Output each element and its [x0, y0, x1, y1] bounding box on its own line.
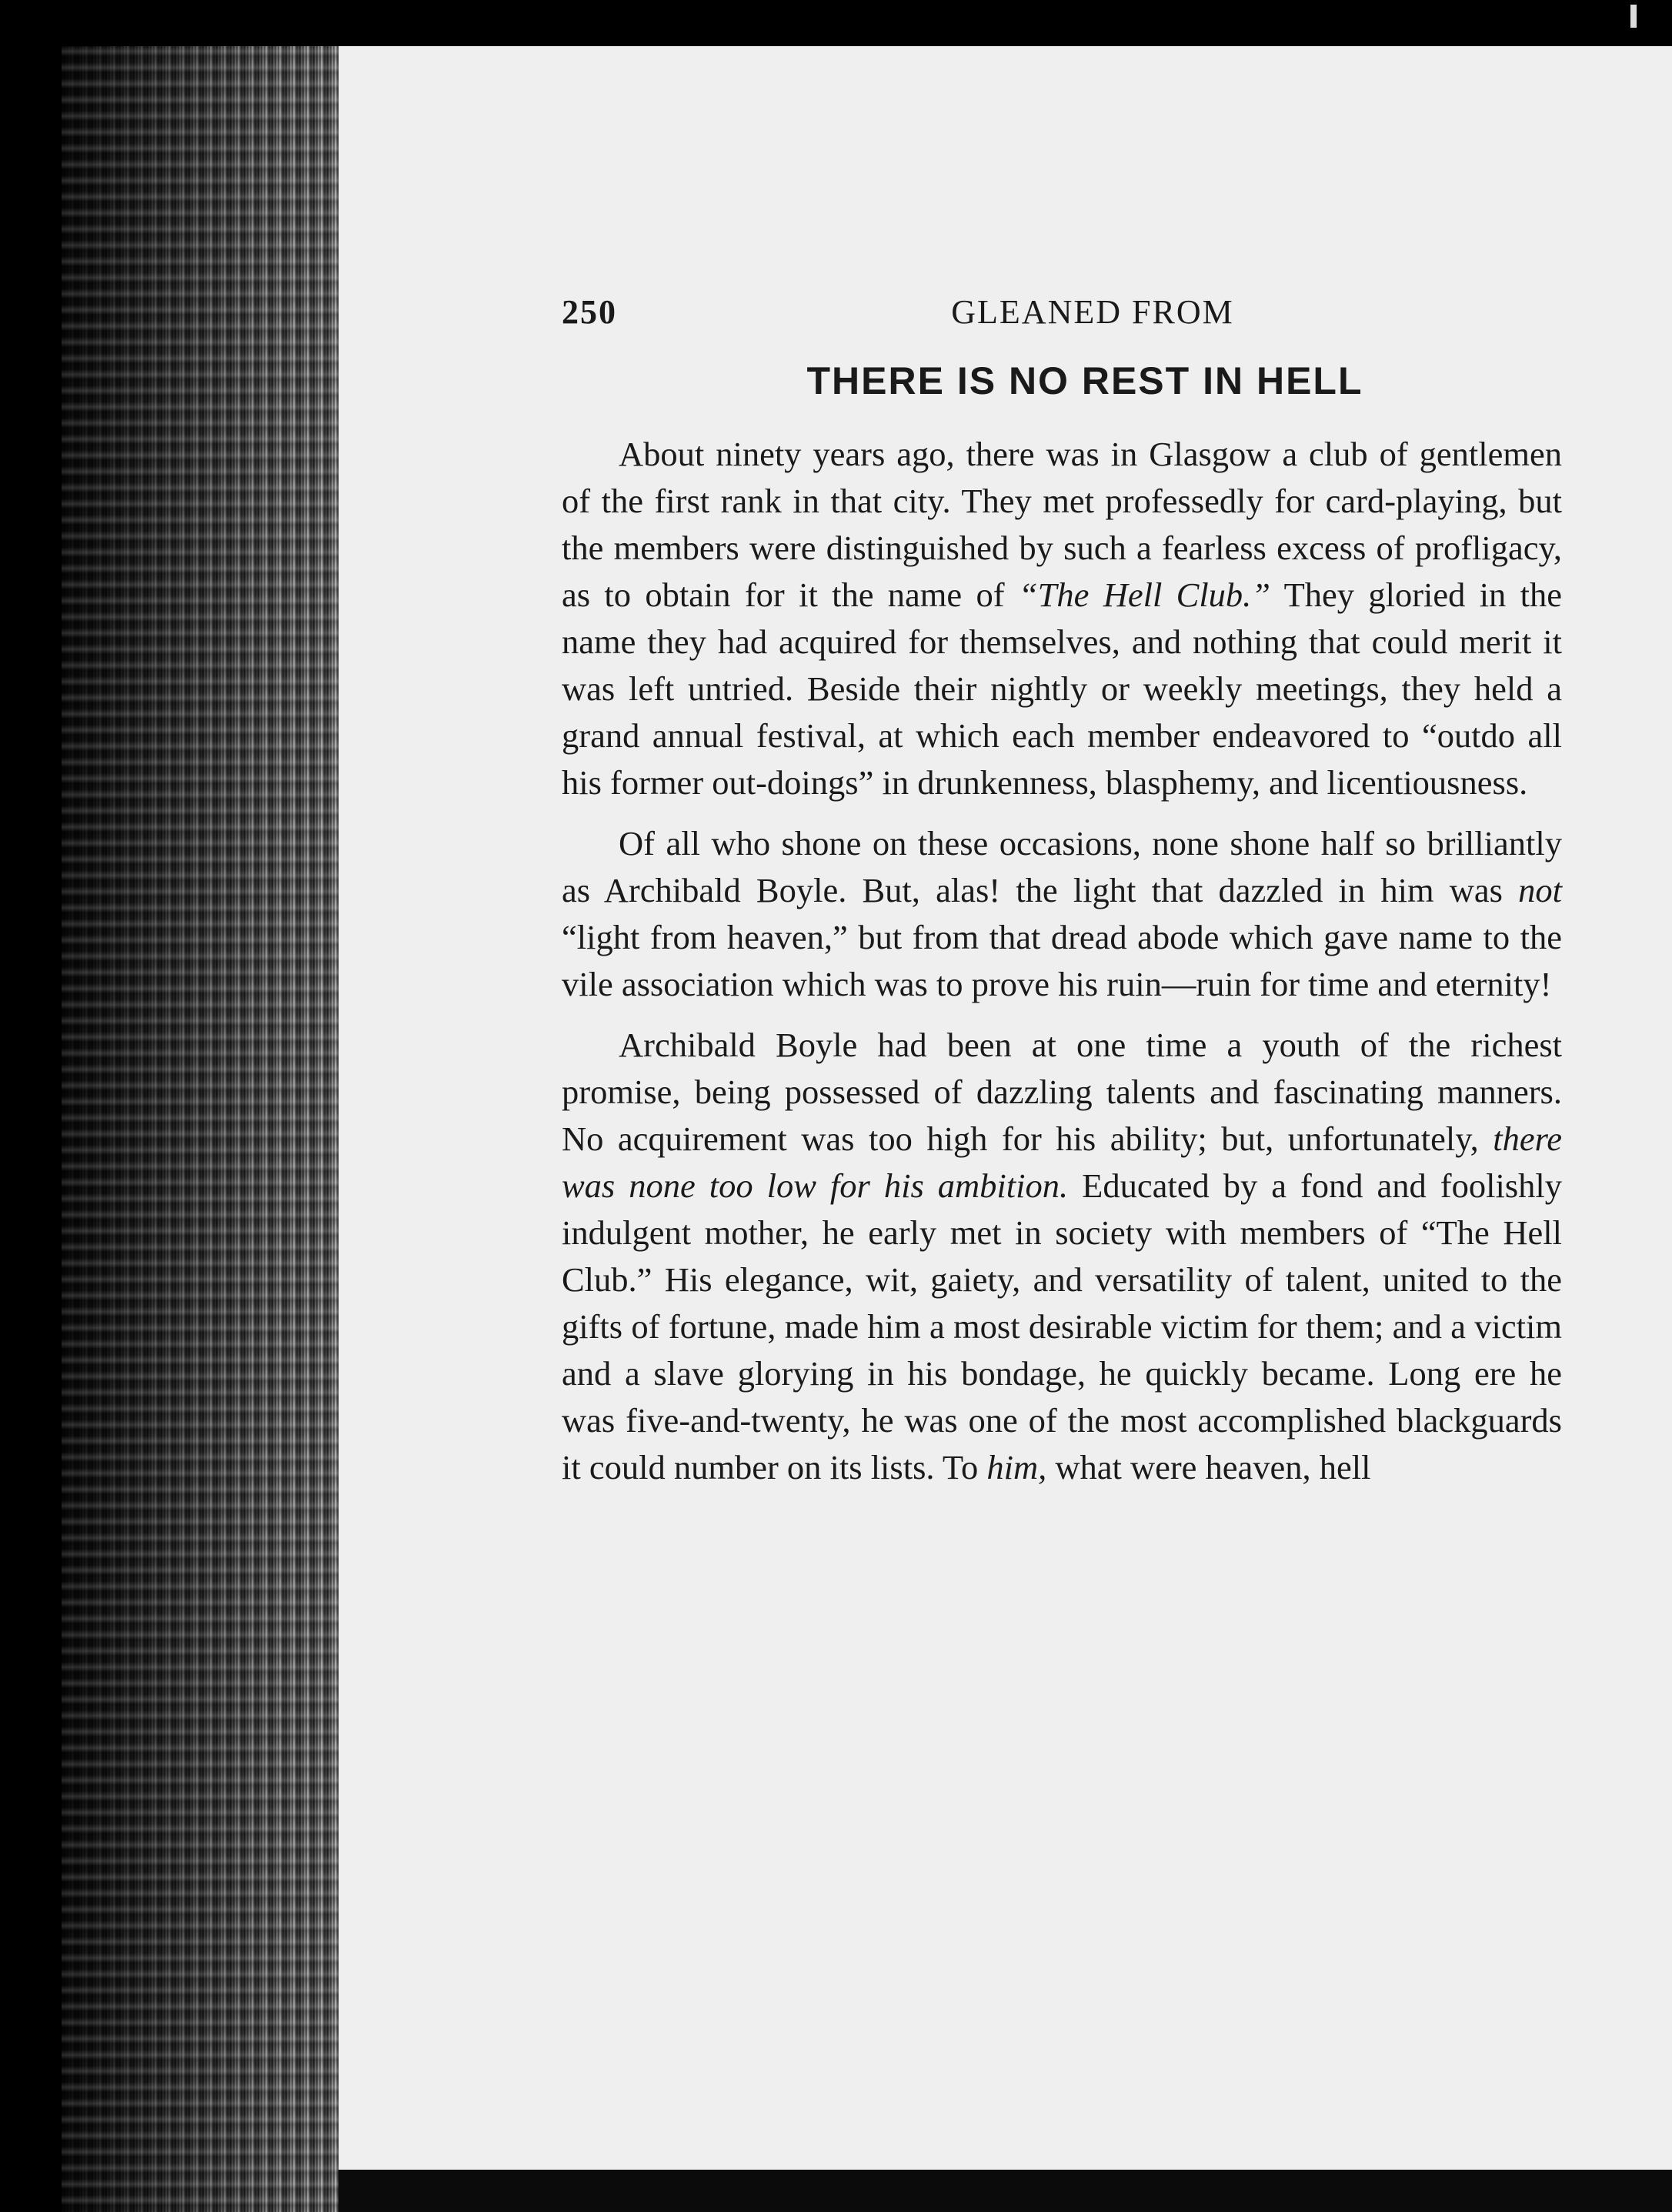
- paragraph-3-text-b: Educated by a fond and foolishly indulgent mother, he early met in society with members of “The Hell Club.” His elegance, wit, gaiety, and versatility of talent, united to the gifts of fortune, made him a most desirable victim for them; and a victim and a slave glorying in his bondage, he quickly became. Long ere he was five-and-twenty, he was one of the most accomplished blackguards it could number on its lists. To: [562, 1166, 1562, 1486]
- paragraph-3-text-a: Archibald Boyle had been at one time a youth of the richest promise, being possessed of dazzling talents and fascinating manners. No acquirement was too high for his ability; but, unfortunately,: [562, 1026, 1562, 1158]
- paragraph-2-italic: not: [1518, 871, 1562, 909]
- book-fore-edge: [62, 46, 339, 2212]
- page-bottom-shadow: [339, 2170, 1672, 2212]
- chapter-title: THERE IS NO REST IN HELL: [806, 359, 1363, 402]
- paragraph-2-text-b: “light from heaven,” but from that dread abode which gave name to the vile association which was to prove his ruin—ruin for time and eternity!: [562, 918, 1562, 1003]
- paragraph-3-italic-2: him,: [986, 1448, 1047, 1486]
- running-head: [562, 292, 1562, 342]
- paragraph-2: [562, 820, 1562, 1008]
- paragraph-3-text-c: what were heaven, hell: [1046, 1448, 1371, 1486]
- paragraph-1-text-a: About ninety years ago, there was in Glasgow a club of gentlemen of the first rank in that city. They met professedly for card-playing, but the members were distinguished by such a fearless excess of profligacy, as to obtain for it the name of: [562, 435, 1562, 614]
- page-number: 250: [562, 293, 617, 331]
- scan-corner-mark: [1630, 5, 1637, 28]
- paragraph-3: [562, 1022, 1562, 1491]
- paragraph-2-text-a: Of all who shone on these occasions, none shone half so brilliantly as Archibald Boyle. But, alas! the light that dazzled in him was: [562, 824, 1562, 909]
- paragraph-1-text-b: They gloried in the name they had acquired for themselves, and nothing that could merit it was left untried. Beside their nightly or weekly meetings, they held a grand annual festival, at which each member endeavored to “outdo all his former out-doings” in drunkenness, blasphemy, and licentiousness.: [562, 576, 1562, 802]
- paragraph-1: [562, 431, 1562, 806]
- page-content: [562, 292, 1562, 1505]
- running-title: GLEANED FROM: [951, 293, 1234, 331]
- paragraph-3-italic-1: there was none too low for his ambition.: [562, 1119, 1562, 1205]
- book-page: [339, 46, 1672, 2170]
- paragraph-1-italic: “The Hell Club.”: [1018, 576, 1271, 614]
